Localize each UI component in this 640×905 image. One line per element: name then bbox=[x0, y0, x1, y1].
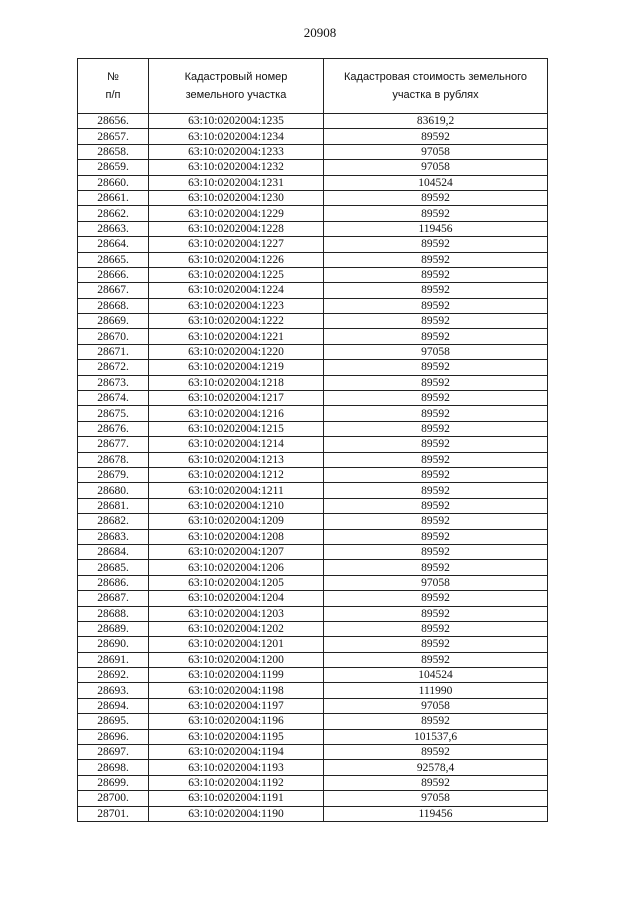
table-row bbox=[78, 375, 548, 390]
cadastral-number-cell: 63:10:0202004:1223 bbox=[149, 298, 324, 313]
cadastral-number-cell: 63:10:0202004:1230 bbox=[149, 190, 324, 205]
row-number-cell: 28679. bbox=[78, 467, 149, 482]
row-number-cell: 28701. bbox=[78, 806, 149, 821]
table-row bbox=[78, 391, 548, 406]
cadastral-number-cell: 63:10:0202004:1229 bbox=[149, 206, 324, 221]
table-row bbox=[78, 575, 548, 590]
table-row bbox=[78, 529, 548, 544]
row-number-cell: 28659. bbox=[78, 160, 149, 175]
row-number-cell: 28665. bbox=[78, 252, 149, 267]
cadastral-value-cell: 89592 bbox=[324, 314, 548, 329]
cadastral-number-cell: 63:10:0202004:1208 bbox=[149, 529, 324, 544]
row-number-cell: 28671. bbox=[78, 344, 149, 359]
cadastral-number-cell: 63:10:0202004:1214 bbox=[149, 437, 324, 452]
table-row bbox=[78, 160, 548, 175]
cadastral-value-cell: 89592 bbox=[324, 267, 548, 282]
table-row bbox=[78, 714, 548, 729]
row-number-cell: 28687. bbox=[78, 591, 149, 606]
cadastral-value-cell: 89592 bbox=[324, 237, 548, 252]
cadastral-value-cell: 89592 bbox=[324, 652, 548, 667]
cadastral-value-cell: 89592 bbox=[324, 745, 548, 760]
cadastral-value-cell: 104524 bbox=[324, 668, 548, 683]
row-number-cell: 28695. bbox=[78, 714, 149, 729]
cadastral-number-cell: 63:10:0202004:1194 bbox=[149, 745, 324, 760]
row-number-cell: 28680. bbox=[78, 483, 149, 498]
cadastral-number-cell: 63:10:0202004:1225 bbox=[149, 267, 324, 282]
cadastral-number-cell: 63:10:0202004:1224 bbox=[149, 283, 324, 298]
cadastral-number-cell: 63:10:0202004:1200 bbox=[149, 652, 324, 667]
cadastral-number-cell: 63:10:0202004:1228 bbox=[149, 221, 324, 236]
row-number-cell: 28675. bbox=[78, 406, 149, 421]
cadastral-value-cell: 89592 bbox=[324, 421, 548, 436]
cadastral-value-cell: 89592 bbox=[324, 360, 548, 375]
cadastral-value-cell: 89592 bbox=[324, 391, 548, 406]
cadastral-value-cell: 89592 bbox=[324, 206, 548, 221]
row-number-cell: 28669. bbox=[78, 314, 149, 329]
cadastral-value-cell: 83619,2 bbox=[324, 114, 548, 129]
table-row bbox=[78, 129, 548, 144]
row-number-cell: 28666. bbox=[78, 267, 149, 282]
cadastral-number-cell: 63:10:0202004:1206 bbox=[149, 560, 324, 575]
cadastral-value-cell: 101537,6 bbox=[324, 729, 548, 744]
table-row bbox=[78, 298, 548, 313]
cadastral-number-cell: 63:10:0202004:1218 bbox=[149, 375, 324, 390]
cadastral-number-cell: 63:10:0202004:1191 bbox=[149, 791, 324, 806]
row-number-cell: 28661. bbox=[78, 190, 149, 205]
row-number-cell: 28682. bbox=[78, 514, 149, 529]
cadastral-number-cell: 63:10:0202004:1215 bbox=[149, 421, 324, 436]
cadastral-number-cell: 63:10:0202004:1210 bbox=[149, 498, 324, 513]
cadastral-number-cell: 63:10:0202004:1211 bbox=[149, 483, 324, 498]
cadastral-value-cell: 89592 bbox=[324, 329, 548, 344]
row-number-cell: 28658. bbox=[78, 144, 149, 159]
cadastral-number-cell: 63:10:0202004:1204 bbox=[149, 591, 324, 606]
cadastral-value-cell: 89592 bbox=[324, 591, 548, 606]
cadastral-value-cell: 89592 bbox=[324, 483, 548, 498]
cadastral-number-cell: 63:10:0202004:1190 bbox=[149, 806, 324, 821]
row-number-cell: 28657. bbox=[78, 129, 149, 144]
table-row bbox=[78, 467, 548, 482]
table-row bbox=[78, 621, 548, 636]
page-number: 20908 bbox=[303, 25, 337, 40]
table-row bbox=[78, 221, 548, 236]
cadastral-value-cell: 97058 bbox=[324, 575, 548, 590]
row-number-cell: 28676. bbox=[78, 421, 149, 436]
table-row bbox=[78, 360, 548, 375]
table-row bbox=[78, 483, 548, 498]
row-number-cell: 28674. bbox=[78, 391, 149, 406]
table-row bbox=[78, 206, 548, 221]
cadastral-value-cell: 92578,4 bbox=[324, 760, 548, 775]
table-row bbox=[78, 637, 548, 652]
cadastral-value-cell: 89592 bbox=[324, 252, 548, 267]
cadastral-number-cell: 63:10:0202004:1207 bbox=[149, 544, 324, 559]
cadastral-number-cell: 63:10:0202004:1219 bbox=[149, 360, 324, 375]
table-row bbox=[78, 175, 548, 190]
cadastral-value-table bbox=[77, 58, 548, 822]
cadastral-value-cell: 89592 bbox=[324, 714, 548, 729]
table-row bbox=[78, 729, 548, 744]
header-cadastral-value: Кадастровая стоимость земельного участка в рублях bbox=[324, 59, 548, 114]
cadastral-value-cell: 89592 bbox=[324, 283, 548, 298]
row-number-cell: 28700. bbox=[78, 791, 149, 806]
cadastral-number-cell: 63:10:0202004:1232 bbox=[149, 160, 324, 175]
row-number-cell: 28694. bbox=[78, 698, 149, 713]
row-number-cell: 28699. bbox=[78, 775, 149, 790]
table-row bbox=[78, 668, 548, 683]
cadastral-number-cell: 63:10:0202004:1203 bbox=[149, 606, 324, 621]
cadastral-value-cell: 119456 bbox=[324, 221, 548, 236]
row-number-cell: 28667. bbox=[78, 283, 149, 298]
cadastral-number-cell: 63:10:0202004:1220 bbox=[149, 344, 324, 359]
row-number-cell: 28672. bbox=[78, 360, 149, 375]
row-number-cell: 28683. bbox=[78, 529, 149, 544]
cadastral-value-cell: 89592 bbox=[324, 529, 548, 544]
row-number-cell: 28678. bbox=[78, 452, 149, 467]
cadastral-number-cell: 63:10:0202004:1221 bbox=[149, 329, 324, 344]
cadastral-value-cell: 89592 bbox=[324, 514, 548, 529]
table-row bbox=[78, 775, 548, 790]
table-row bbox=[78, 252, 548, 267]
row-number-cell: 28681. bbox=[78, 498, 149, 513]
table-row bbox=[78, 114, 548, 129]
row-number-cell: 28684. bbox=[78, 544, 149, 559]
row-number-cell: 28660. bbox=[78, 175, 149, 190]
table-row bbox=[78, 314, 548, 329]
cadastral-value-cell: 89592 bbox=[324, 298, 548, 313]
row-number-cell: 28697. bbox=[78, 745, 149, 760]
cadastral-number-cell: 63:10:0202004:1233 bbox=[149, 144, 324, 159]
table-row bbox=[78, 283, 548, 298]
cadastral-number-cell: 63:10:0202004:1198 bbox=[149, 683, 324, 698]
cadastral-value-cell: 111990 bbox=[324, 683, 548, 698]
cadastral-number-cell: 63:10:0202004:1222 bbox=[149, 314, 324, 329]
cadastral-value-cell: 89592 bbox=[324, 375, 548, 390]
cadastral-value-cell: 97058 bbox=[324, 144, 548, 159]
table-row bbox=[78, 683, 548, 698]
row-number-cell: 28664. bbox=[78, 237, 149, 252]
table-row bbox=[78, 560, 548, 575]
row-number-cell: 28662. bbox=[78, 206, 149, 221]
cadastral-number-cell: 63:10:0202004:1212 bbox=[149, 467, 324, 482]
cadastral-number-cell: 63:10:0202004:1226 bbox=[149, 252, 324, 267]
cadastral-number-cell: 63:10:0202004:1234 bbox=[149, 129, 324, 144]
row-number-cell: 28668. bbox=[78, 298, 149, 313]
header-row-number: № п/п bbox=[78, 59, 149, 114]
table-row bbox=[78, 344, 548, 359]
row-number-cell: 28677. bbox=[78, 437, 149, 452]
table-row bbox=[78, 329, 548, 344]
row-number-cell: 28691. bbox=[78, 652, 149, 667]
cadastral-value-cell: 89592 bbox=[324, 437, 548, 452]
row-number-cell: 28690. bbox=[78, 637, 149, 652]
table-row bbox=[78, 606, 548, 621]
row-number-cell: 28692. bbox=[78, 668, 149, 683]
table-row bbox=[78, 190, 548, 205]
table-header-row bbox=[78, 59, 548, 114]
cadastral-value-cell: 97058 bbox=[324, 698, 548, 713]
cadastral-number-cell: 63:10:0202004:1201 bbox=[149, 637, 324, 652]
cadastral-value-cell: 104524 bbox=[324, 175, 548, 190]
cadastral-value-cell: 89592 bbox=[324, 129, 548, 144]
table-row bbox=[78, 437, 548, 452]
cadastral-number-cell: 63:10:0202004:1197 bbox=[149, 698, 324, 713]
table-row bbox=[78, 421, 548, 436]
cadastral-value-cell: 89592 bbox=[324, 452, 548, 467]
row-number-cell: 28698. bbox=[78, 760, 149, 775]
table-body bbox=[78, 114, 548, 822]
cadastral-number-cell: 63:10:0202004:1195 bbox=[149, 729, 324, 744]
cadastral-number-cell: 63:10:0202004:1192 bbox=[149, 775, 324, 790]
cadastral-value-cell: 89592 bbox=[324, 406, 548, 421]
row-number-cell: 28688. bbox=[78, 606, 149, 621]
cadastral-value-cell: 89592 bbox=[324, 544, 548, 559]
row-number-cell: 28663. bbox=[78, 221, 149, 236]
cadastral-value-cell: 89592 bbox=[324, 606, 548, 621]
cadastral-number-cell: 63:10:0202004:1213 bbox=[149, 452, 324, 467]
cadastral-number-cell: 63:10:0202004:1196 bbox=[149, 714, 324, 729]
cadastral-value-cell: 89592 bbox=[324, 560, 548, 575]
cadastral-number-cell: 63:10:0202004:1205 bbox=[149, 575, 324, 590]
row-number-cell: 28685. bbox=[78, 560, 149, 575]
row-number-cell: 28689. bbox=[78, 621, 149, 636]
table-row bbox=[78, 452, 548, 467]
table-row bbox=[78, 698, 548, 713]
cadastral-number-cell: 63:10:0202004:1217 bbox=[149, 391, 324, 406]
header-cadastral-number: Кадастровый номер земельного участка bbox=[149, 59, 324, 114]
cadastral-value-cell: 89592 bbox=[324, 621, 548, 636]
table-row bbox=[78, 544, 548, 559]
cadastral-number-cell: 63:10:0202004:1193 bbox=[149, 760, 324, 775]
table-row bbox=[78, 591, 548, 606]
cadastral-value-cell: 89592 bbox=[324, 190, 548, 205]
table-row bbox=[78, 791, 548, 806]
cadastral-value-cell: 119456 bbox=[324, 806, 548, 821]
table-row bbox=[78, 267, 548, 282]
table-row bbox=[78, 652, 548, 667]
cadastral-value-cell: 89592 bbox=[324, 467, 548, 482]
table-row bbox=[78, 745, 548, 760]
table-row bbox=[78, 760, 548, 775]
cadastral-number-cell: 63:10:0202004:1227 bbox=[149, 237, 324, 252]
cadastral-number-cell: 63:10:0202004:1202 bbox=[149, 621, 324, 636]
table-row bbox=[78, 406, 548, 421]
table-row bbox=[78, 498, 548, 513]
row-number-cell: 28696. bbox=[78, 729, 149, 744]
cadastral-number-cell: 63:10:0202004:1231 bbox=[149, 175, 324, 190]
table-row bbox=[78, 237, 548, 252]
cadastral-value-cell: 97058 bbox=[324, 344, 548, 359]
table-row bbox=[78, 144, 548, 159]
row-number-cell: 28670. bbox=[78, 329, 149, 344]
row-number-cell: 28686. bbox=[78, 575, 149, 590]
cadastral-number-cell: 63:10:0202004:1209 bbox=[149, 514, 324, 529]
cadastral-number-cell: 63:10:0202004:1199 bbox=[149, 668, 324, 683]
table-row bbox=[78, 806, 548, 821]
row-number-cell: 28673. bbox=[78, 375, 149, 390]
row-number-cell: 28693. bbox=[78, 683, 149, 698]
cadastral-value-cell: 89592 bbox=[324, 637, 548, 652]
cadastral-number-cell: 63:10:0202004:1216 bbox=[149, 406, 324, 421]
table-row bbox=[78, 514, 548, 529]
cadastral-value-cell: 97058 bbox=[324, 791, 548, 806]
cadastral-value-cell: 89592 bbox=[324, 498, 548, 513]
cadastral-number-cell: 63:10:0202004:1235 bbox=[149, 114, 324, 129]
cadastral-value-cell: 97058 bbox=[324, 160, 548, 175]
row-number-cell: 28656. bbox=[78, 114, 149, 129]
cadastral-value-cell: 89592 bbox=[324, 775, 548, 790]
